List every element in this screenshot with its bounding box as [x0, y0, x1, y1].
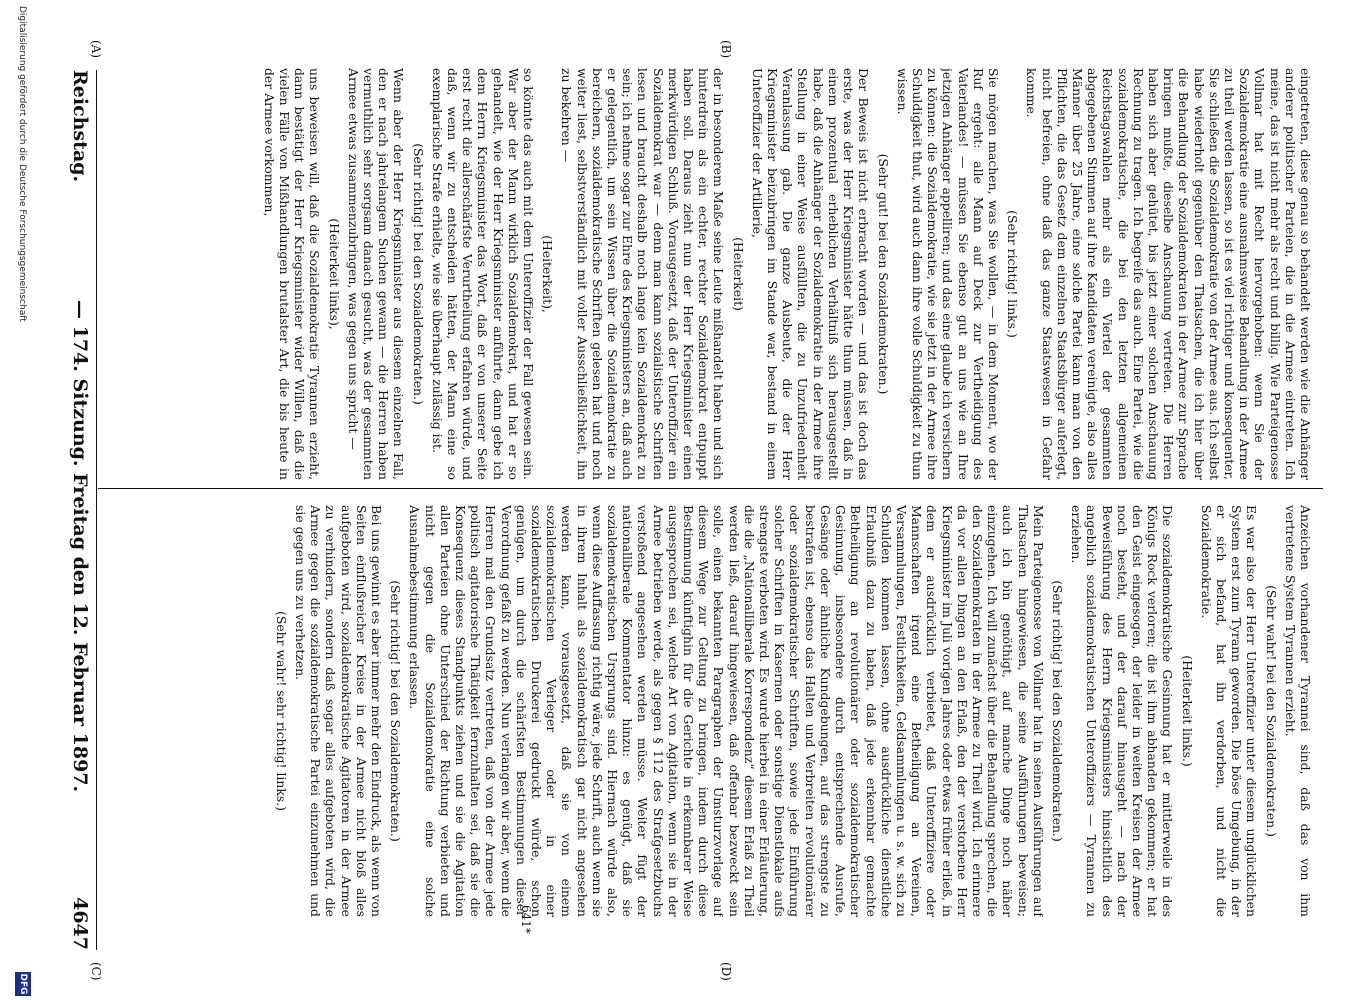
header-title: Reichstag.: [69, 70, 91, 183]
interjection-note: (Sehr richtig! bei den Sozialdemokraten.): [410, 143, 426, 405]
paragraph: Der Beweis ist nicht erbracht worden — und das ist doch das erste, was der Herr Kriegsminister hätte thun müssen, daß in einem prozentual erheblichen Verhältniß sich herausgestellt habe, daß die Anhänger der Sozialdemokratie in der Armee ihre Stellung in einer Weise ausfüllten, die zu Unzufriedenheit Veranlassung gab. Die ganze Ausbeute, die der Herr Kriegsminister beizubringen im Stande war, bestand in einem Unteroffizier der Artillerie,: [749, 68, 872, 480]
left-column: [101, 68, 1313, 480]
signature-mark: 641*: [519, 905, 533, 934]
paragraph: Es war also der Herr Unteroffizier unter diesem unglücklichen System erst zum Tyrann geworden. Die böse Umgebung, in der er sich befand, hat ihn verdorben, und nicht die Sozialdemokratie.: [1198, 505, 1260, 917]
dfg-logo-icon: DFG: [15, 972, 31, 996]
margin-marker-d: (D): [719, 962, 733, 981]
paragraph: Wenn aber der Herr Kriegsminister aus diesem einzelnen Fall, den er nach jahrelangem Suchen gewann — die Herren haben vermuthlich sehr sorgsam danach gesucht, was der gesammten Armee etwas zusammenzubringen, was gegen uns spricht —: [345, 68, 407, 480]
paragraph: eingetreten, diese genau so behandelt werden wie die Anhänger anderer politischer Parteien, die in die Armee eintreten. Ich meine, das ist nicht mehr als recht und billig. Wie Parteigenosse Vollmar hat mit Recht hervorgehoben: wenn Sie der Sozialdemokratie eine ausnahmsweise Behandlung in der Armee zu theil werden lassen, so ist es viel richtiger und konsequenter, Sie schließen die Sozialdemokratie von der Armee aus. Ich selbst habe wiederholt gegenüber den Thatsachen, die ich hier über die Behandlung der Sozialdemokraten in der Armee zur Sprache bringen mußte, dieselbe Anschauung vertreten. Die Herren haben sich aber gehütet, bis jetzt einer solchen Anschauung Rechnung zu tragen. Ich begreife das auch. Eine Partei, wie die sozialdemokratische, die bei den letzten allgemeinen Reichstagswahlen mehr als ein Viertel der gesammten abgegebenen Stimmen auf ihre Kandidaten vereinigte, also alles Männer über 25 Jahre, eine solche Partei kann man von den Pflichten, die das Gesetz dem einzelnen Staatsbürger auferlegt, nicht befreien, ohne daß das ganze Staatswesen in Gefahr komme.: [1024, 68, 1313, 480]
paragraph: Anzeichen vorhandener Tyrannei sind, daß das von ihm vertretene System Tyrannen erzieht.: [1282, 505, 1313, 917]
digitization-credit: Digitalisierung gefördert durch die Deutsche Forschungsgemeinschaft: [17, 6, 27, 322]
paragraph: Mein Parteigenosse von Vollmar hat in seinen Ausführungen auf Thatsachen hingewiesen, die seine Ausführungen beweisen; auch ich bin genöthigt, auf manche Dinge noch näher einzugehen. Ich will zunächst über die Behandlung sprechen, die den Sozialdemokraten in der Armee zu Theil wird. Ich erinnere da vor allen Dingen an den Erlaß, den der verstorbene Herr Kriegsminister im Juli vorigen Jahres oder etwas früher erließ, in dem er ausdrücklich verbietet, daß Unteroffiziere oder Mannschaften irgend eine Betheiligung an Vereinen, Versammlungen, Festlichkeiten, Geldsammlungen u. s. w. sich zu Schulden kommen lassen, ohne ausdrückliche dienstliche Erlaubniß dazu zu haben, daß jede erkennbar gemachte Betheiligung an revolutionärer oder sozialdemokratischer Gesinnung, insbesondere durch entsprechende Ausrufe, Gesänge oder ähnliche Kundgebungen, auf das strengste zu bestrafen ist, ebenso das Halten und Verbreiten revolutionärer oder sozialdemokratischer Schriften, sowie jede Einführung solcher Schriften in Kasernen oder sonstige Dienstlokale aufs strengste verboten wird. Es wurde hierbei in einer Erläuterung, die die „Nationalliberale Korrespondenz“ diesem Erlaß zu Theil werden ließ, darauf hingewiesen, daß offenbar bezweckt sein solle, einen bekannten Paragraphen der Umsturzvorlage auf diesem Wege zur Geltung zu bringen, indem durch diese Bestimmung künftighin für die Gerichte in erkennbarer Weise ausgesprochen sei, welche Art von Agitation, wenn sie in der Armee betrieben werde, als gegen § 112 des Strafgesetzbuchs verstoßend angesehen werden müsse. Weiter fügt der nationalliberale Kommentator hinzu: es genügt, daß sie sozialdemokratischen Ursprungs sind. Hiernach würde also, wenn diese Auffassung richtig wäre, jede Schrift, auch wenn sie in ihrem Inhalt als sozialdemokratisch gar nicht angesehen werden kann, vorausgesetzt, daß sie von einem sozialdemokratischen Verleger oder in einer sozialdemokratischen Druckerei gedruckt würde, schon genügen, um durch die schärfsten Bestimmungen dieser Verordnung gefaßt zu werden. Nun verlangen wir aber, wenn die Herren mal den Grundsatz vertreten, daß von der Armee jede politisch agitatorische Thätigkeit fernzuhalten sei, daß sie die Konsequenz dieses Standpunkts ziehen und sie die Agitation allen Parteien ohne Unterschied der Richtung verbieten und nicht gegen die Sozialdemokratie eine solche Ausnahmebestimmung erlassen.: [407, 505, 1046, 917]
interjection-note: (Heiterkeit links.): [1179, 655, 1195, 767]
right-column: [101, 505, 1313, 917]
paragraph: Die sozialdemokratische Gesinnung hat er mittlerweile in des Königs Rock verloren; die ist ihm abhanden gekommen; er hat den Geist eingesogen, der leider in weiten Kreisen der Armee noch besteht, und der darauf hinausgeht — nach der Beweisführung des Herrn Kriegsministers hinsichtlich des angeblich sozialdemokratischen Unteroffiziers — Tyrannen zu erziehen.: [1069, 505, 1176, 917]
paragraph: uns beweisen will, daß die Sozialdemokratie Tyrannen erzieht, dann bestätigt der Herr Kriegsminister wider Willen, daß die vielen Fälle von Mißhandlungen brutalster Art, die bis heute in der Armee vorkommen,: [261, 68, 323, 480]
interjection-note: (Heiterkeit),: [540, 235, 556, 313]
interjection-note: (Sehr richtig! bei den Sozialdemokraten.): [1049, 580, 1065, 842]
paragraph: der in besonderem Maße seine Leute mißhandelt haben und sich hinterdrein als ein echter, rechter Sozialdemokrat entpuppt haben soll. Daraus zieht nun der Herr Kriegsminister einen merkwürdigen Schluß. Vorausgesetzt, daß der Unteroffizier ein Sozialdemokrat war — denn man kann sozialistische Schriften lesen und braucht deshalb noch lange kein Sozialdemokrat zu sein; ich nehme sogar zur Ehre des Kriegsministers an, daß auch er gelegentlich, um sein Wissen über die Sozialdemokratie zu bereichern, sozialdemokratische Schriften gelesen hat und noch weiter liest, selbstverständlich mit voller Ausschließlichkeit, ihn zu bekehren —: [559, 68, 727, 480]
header-session-date: — 174. Sitzung. Freitag den 12. Februar 1897.: [69, 300, 91, 793]
margin-marker-b: (B): [719, 40, 733, 59]
paragraph: Bei uns gewinnt es aber immer mehr den Eindruck, als wenn von Seiten einflußreicher Kreise in der Armee nicht bloß alles aufgeboten wird, sozialdemokratische Agitatoren in der Armee zu verhindern, sondern daß sogar alles aufgeboten wird, die Armee gegen die sozialdemokratische Partei einzunehmen und sie gegen uns zu verhetzen.: [293, 505, 385, 917]
header-rule: [96, 70, 97, 950]
interjection-note: (Heiterkeit): [730, 237, 746, 311]
margin-marker-a: (A): [89, 40, 103, 59]
column-divider: [98, 488, 1323, 489]
paragraph: so könnte das auch mit dem Unteroffizier der Fall gewesen sein. War aber der Mann wirklich Sozialdemokrat, und hat er so gehandelt, wie der Herr Kriegsminister anführte, dann gebe ich dem Herrn Kriegsminister das Wort, daß er von unserer Seite erst recht die allerschärfste Verurtheilung erfahren würde, und daß, wenn wir zu entscheiden hätten, der Mann eine so exemplarische Strafe erhielte, wie sie überhaupt zulässig ist.: [429, 68, 537, 480]
margin-marker-c: (C): [89, 962, 103, 981]
interjection-note: (Sehr richtig! links.): [1005, 210, 1021, 338]
document-page: [17, 0, 1353, 1000]
page-header: [57, 70, 91, 950]
interjection-note: (Heiterkeit links),: [326, 218, 342, 330]
interjection-note: (Sehr wahr! sehr richtig! links.): [273, 611, 289, 811]
interjection-note: (Sehr wahr! bei den Sozialdemokraten.): [1263, 585, 1279, 837]
interjection-note: (Sehr richtig! bei den Sozialdemokraten.): [388, 580, 404, 842]
interjection-note: (Sehr gut! bei den Sozialdemokraten.): [875, 153, 891, 395]
paragraph: Sie mögen machen, was Sie wollen, — in dem Moment, wo der Ruf ergeht: alle Mann auf Deck zur Vertheidigung des Vaterlandes! — müssen Sie ebenso gut an uns wie an Ihre jetzigen Anhänger appelliren; und das eine glaube ich versichern zu können: die Sozialdemokratie, wie sie jetzt in der Armee ihre Schuldigkeit thut, wird auch dann ihre volle Schuldigkeit zu thun wissen.: [894, 68, 1001, 480]
page-number: 4647: [69, 897, 91, 950]
